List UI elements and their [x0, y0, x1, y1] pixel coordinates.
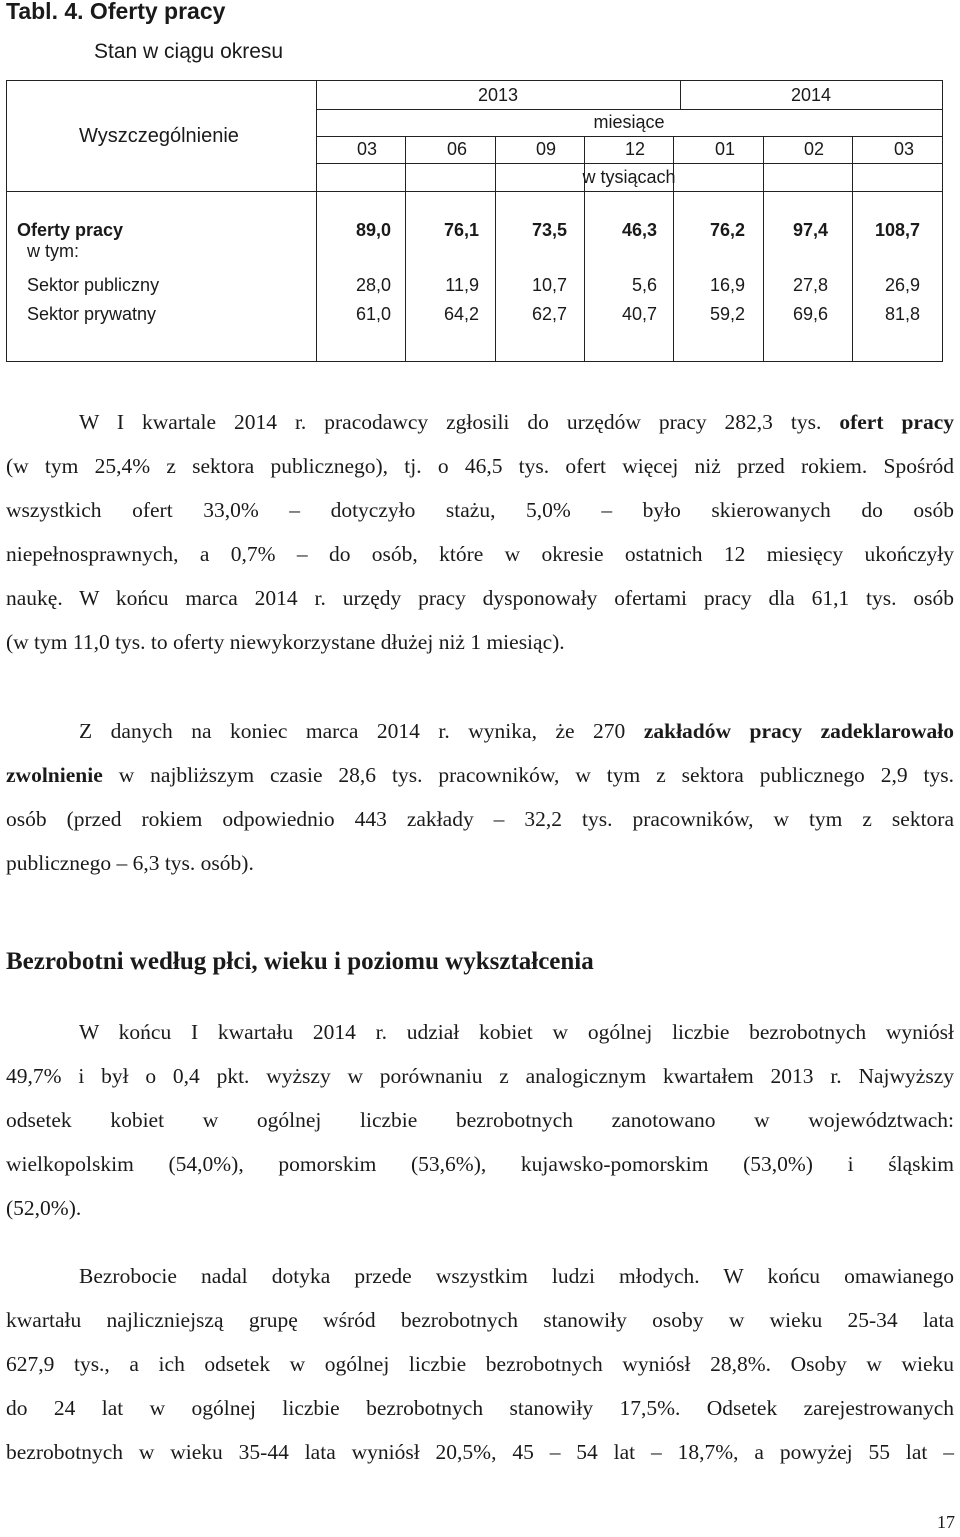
table-cell: 27,8	[792, 275, 828, 295]
table-cell: 76,1	[443, 220, 479, 240]
text-span: W I kwartale 2014 r. pracodawcy zgłosili do urzędów pracy 282,3 tys.	[79, 410, 840, 434]
paragraph-line: publicznego – 6,3 tys. osób).	[6, 851, 254, 875]
paragraph-line: Bezrobocie nadal dotyka przede wszystkim ludzi młodych. W końcu omawianego	[79, 1264, 954, 1288]
table-cell: 10,7	[531, 275, 567, 295]
paragraph-line	[6, 709, 954, 753]
paragraph-line: 49,7% i był o 0,4 pkt. wyższy w porównaniu z analogicznym kwartałem 2013 r. Najwyższy	[6, 1064, 954, 1088]
months-label: miesiące	[593, 112, 665, 132]
paragraph-line: do 24 lat w ogólnej liczbie bezrobotnych stanowiły 17,5%. Odsetek zarejestrowanych	[6, 1396, 954, 1420]
text-span: w najbliższym czasie 28,6 tys. pracowników, w tym z sektora publicznego 2,9 tys.	[102, 763, 954, 787]
year-2014: 2014	[790, 85, 832, 105]
table-divider	[316, 136, 942, 137]
page-number: 17	[937, 1512, 955, 1532]
paragraph-line: wszystkich ofert 33,0% – dotyczyło stażu, 5,0% – było skierowanych do osób	[6, 498, 954, 522]
paragraph-line: 627,9 tys., a ich odsetek w ogólnej liczbie bezrobotnych wyniósł 28,8%. Osoby w wieku	[6, 1352, 954, 1376]
month-header: 01	[714, 139, 736, 159]
table-divider	[852, 136, 853, 361]
table-cell: 46,3	[621, 220, 657, 240]
paragraph-line	[6, 753, 954, 797]
table-cell: 64,2	[443, 304, 479, 324]
table-cell: 26,9	[884, 275, 920, 295]
table-cell: 97,4	[792, 220, 828, 240]
table-cell: 5,6	[631, 275, 657, 295]
month-header: 06	[446, 139, 468, 159]
table-cell: 28,0	[355, 275, 391, 295]
row-sublabel: w tym:	[27, 241, 79, 261]
emphasis-text: zwolnienie	[6, 763, 103, 787]
paragraph-line: osób (przed rokiem odpowiednio 443 zakłady – 32,2 tys. pracowników, w tym z sektora	[6, 807, 954, 831]
table-divider	[316, 163, 942, 164]
table-cell: 40,7	[621, 304, 657, 324]
paragraph-line: W końcu I kwartału 2014 r. udział kobiet w ogólnej liczbie bezrobotnych wyniósł	[79, 1020, 954, 1044]
paragraph-line: (52,0%).	[6, 1196, 82, 1220]
paragraph-line: bezrobotnych w wieku 35-44 lata wyniósł 20,5%, 45 – 54 lat – 18,7%, a powyżej 55 lat –	[6, 1440, 954, 1464]
row-label-prywatny: Sektor prywatny	[27, 304, 157, 324]
text-span: Z danych na koniec marca 2014 r. wynika, że 270	[79, 719, 644, 743]
unit-label: w tysiącach	[582, 167, 676, 187]
paragraph-line: (w tym 11,0 tys. to oferty niewykorzystane dłużej niż 1 miesiąc).	[6, 630, 565, 654]
table-divider	[316, 109, 942, 110]
table-cell: 81,8	[884, 304, 920, 324]
emphasis-text: ofert pracy	[839, 410, 954, 434]
month-header: 02	[803, 139, 825, 159]
table-cell: 59,2	[709, 304, 745, 324]
paragraph-line: kwartału najliczniejszą grupę wśród bezrobotnych stanowiły osoby w wieku 25-34 lata	[6, 1308, 954, 1332]
paragraph-line: niepełnosprawnych, a 0,7% – do osób, które w okresie ostatnich 12 miesięcy ukończyły	[6, 542, 954, 566]
table-cell: 73,5	[531, 220, 567, 240]
table-divider	[495, 136, 496, 361]
table-cell: 76,2	[709, 220, 745, 240]
row-label-oferty: Oferty pracy	[17, 220, 124, 240]
paragraph-line: wielkopolskim (54,0%), pomorskim (53,6%), kujawsko-pomorskim (53,0%) i śląskim	[6, 1152, 954, 1176]
year-2013: 2013	[477, 85, 519, 105]
month-header: 03	[893, 139, 915, 159]
table-cell: 108,7	[874, 220, 920, 240]
table-cell: 69,6	[792, 304, 828, 324]
table-caption: Tabl. 4. Oferty pracy	[6, 0, 226, 24]
table-divider	[763, 136, 764, 361]
month-header: 12	[624, 139, 646, 159]
paragraph-line: odsetek kobiet w ogólnej liczbie bezrobotnych zanotowano w województwach:	[6, 1108, 954, 1132]
table-cell: 61,0	[355, 304, 391, 324]
job-offers-table	[6, 80, 943, 362]
month-header: 09	[535, 139, 557, 159]
emphasis-text: zakładów pracy zadeklarowało	[643, 719, 954, 743]
table-divider	[7, 191, 942, 192]
paragraph-line: naukę. W końcu marca 2014 r. urzędy pracy dysponowały ofertami pracy dla 61,1 tys. osób	[6, 586, 954, 610]
table-subcaption: Stan w ciągu okresu	[94, 40, 284, 63]
table-divider	[405, 136, 406, 361]
table-divider	[316, 81, 317, 361]
table-cell: 11,9	[445, 275, 479, 295]
row-label-publiczny: Sektor publiczny	[27, 275, 160, 295]
section-heading: Bezrobotni według płci, wieku i poziomu wykształcenia	[6, 948, 594, 975]
paragraph-line: (w tym 25,4% z sektora publicznego), tj. o 46,5 tys. ofert więcej niż przed rokiem. Spośród	[6, 454, 954, 478]
month-header: 03	[356, 139, 378, 159]
paragraph-line	[6, 400, 954, 444]
table-cell: 62,7	[531, 304, 567, 324]
table-cell: 89,0	[355, 220, 391, 240]
table-cell: 16,9	[709, 275, 745, 295]
table-divider	[680, 81, 681, 109]
row-header-label: Wyszczególnienie	[79, 125, 239, 147]
